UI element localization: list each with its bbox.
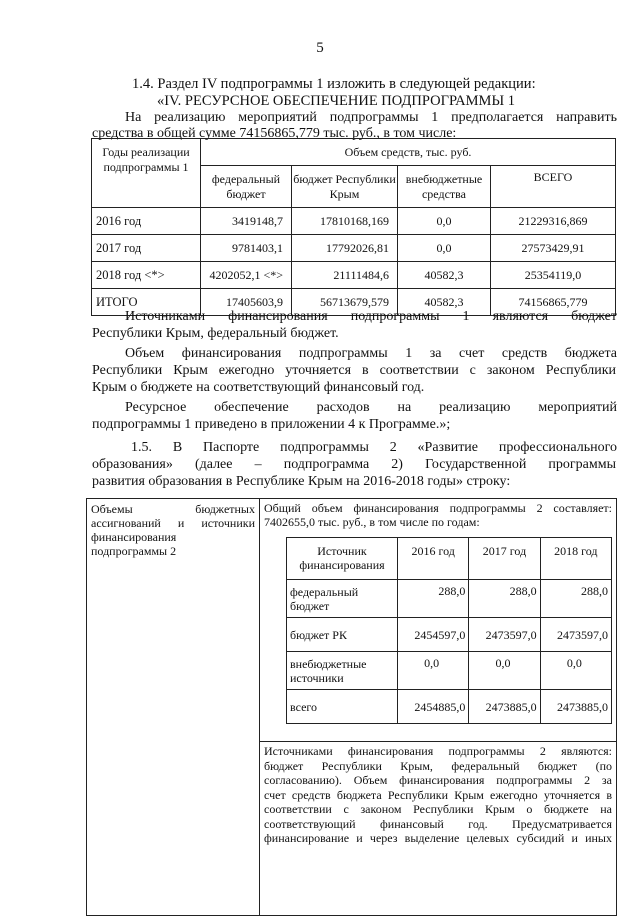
cell-value: 0,0 (398, 235, 491, 262)
passport-row-table (86, 498, 617, 916)
para-volume-line-1: Объем финансирования подпрограммы 1 за счет средств бюджета (125, 346, 617, 361)
inner-header-2016: 2016 год (398, 538, 469, 580)
sources-line: согласованию). Объем финансирования подпрограммы 2 за (264, 773, 612, 788)
sources-line: бюджет Республики Крым, федеральный бюджет (по (264, 758, 612, 773)
table-row (287, 580, 612, 618)
sub-header-total: ВСЕГО (491, 166, 616, 208)
section-1-5-line-2: образования» (далее – подпрограмма 2) Государственной программы (92, 457, 616, 472)
row-label: 2018 год <*> (92, 262, 201, 289)
cell-value: 40582,3 (398, 262, 491, 289)
passport-funding-cell (260, 499, 617, 742)
row-label: ИТОГО (92, 289, 201, 316)
row-label: 2017 год (92, 235, 201, 262)
cell-value: 2473885,0 (540, 690, 611, 724)
para-resources-line-1: Ресурсное обеспечение расходов на реализацию мероприятий (125, 400, 617, 415)
cell-value: 40582,3 (398, 289, 491, 316)
sources-line: соответствующий финансовый год. Предусматривается (264, 816, 612, 831)
section-1-5-line-3: развития образования в Республике Крым на 2016-2018 годы» строку: (92, 474, 511, 489)
row-label: внебюджетные источники (287, 652, 398, 690)
sub-header-crimea: бюджет Республики Крым (292, 166, 398, 208)
table-row (92, 262, 616, 289)
cell-value: 17792026,81 (292, 235, 398, 262)
table-row (287, 690, 612, 724)
cell-value: 288,0 (469, 580, 540, 618)
sources-line: финансирование и через выделение целевых субсидий и иных (264, 831, 612, 846)
funding-table-1 (91, 138, 616, 316)
left-cell-line: финансирования (91, 530, 177, 544)
inner-header-2017: 2017 год (469, 538, 540, 580)
passport-sources-cell (260, 742, 617, 916)
intro-line-2: средства в общей сумме 74156865,779 тыс. руб., в том числе: (92, 126, 457, 141)
col-volume-header: Объем средств, тыс. руб. (201, 139, 616, 166)
col-years-header: Годы реализации подпрограммы 1 (92, 139, 201, 208)
para-volume-line-3: Крым о бюджете на соответствующий финансовый год. (92, 380, 425, 395)
cell-value: 21229316,869 (491, 208, 616, 235)
cell-value: 2473885,0 (469, 690, 540, 724)
sources-line: счет средств бюджета Республики Крым ежегодно уточняется в (264, 787, 612, 802)
cell-value: 0,0 (540, 652, 611, 690)
table-row (287, 618, 612, 652)
cell-value: 17405603,9 (201, 289, 292, 316)
cell-value: 0,0 (398, 652, 469, 690)
cell-value: 2473597,0 (469, 618, 540, 652)
total-funding-line: Общий объем финансирования подпрограммы 2 составляет: (264, 501, 612, 515)
left-cell-line: подпрограммы 2 (91, 544, 177, 558)
para-volume-line-2: Республики Крым ежегодно уточняется в соответствии с законом Республики (92, 363, 616, 378)
row-label: бюджет РК (287, 618, 398, 652)
row-label: 2016 год (92, 208, 201, 235)
sub-header-federal: федеральный бюджет (201, 166, 292, 208)
cell-value: 2454597,0 (398, 618, 469, 652)
sources-line: соответствии с законом Республики Крым о бюджете на (264, 802, 612, 817)
cell-value: 2473597,0 (540, 618, 611, 652)
cell-value: 17810168,169 (292, 208, 398, 235)
table-row (287, 652, 612, 690)
cell-value: 288,0 (540, 580, 611, 618)
section-1-5-line-1: 1.5. В Паспорте подпрограммы 2 «Развитие профессионального (131, 440, 617, 455)
cell-value: 21111484,6 (292, 262, 398, 289)
cell-value: 56713679,579 (292, 289, 398, 316)
inner-header-2018: 2018 год (540, 538, 611, 580)
funding-by-year-table (286, 537, 612, 724)
cell-value: 74156865,779 (491, 289, 616, 316)
para-resources-line-2: подпрограммы 1 приведено в приложении 4 к Программе.»; (92, 417, 451, 432)
cell-value: 2454885,0 (398, 690, 469, 724)
section-1-4-heading: 1.4. Раздел IV подпрограммы 1 изложить в следующей редакции: (132, 76, 536, 92)
cell-value: 4202052,1 <*> (201, 262, 292, 289)
sources-line: Источниками финансирования подпрограммы 2 являются: (264, 744, 612, 759)
cell-value: 0,0 (398, 208, 491, 235)
cell-value: 25354119,0 (491, 262, 616, 289)
passport-left-cell (87, 499, 260, 916)
cell-value: 9781403,1 (201, 235, 292, 262)
intro-line-1: На реализацию мероприятий подпрограммы 1 предполагается направить (125, 110, 617, 125)
cell-value: 288,0 (398, 580, 469, 618)
para-sources-line-1: Источниками финансирования подпрограммы 1 являются бюджет (125, 309, 617, 324)
sub-header-extrabudget: внебюджетные средства (398, 166, 491, 208)
section-iv-title: «IV. РЕСУРСНОЕ ОБЕСПЕЧЕНИЕ ПОДПРОГРАММЫ 1 (157, 93, 515, 109)
left-cell-line: Объемы бюджетных (91, 502, 255, 516)
inner-header-source: Источник финансирования (287, 538, 398, 580)
page-number: 5 (316, 40, 324, 56)
table-row (92, 208, 616, 235)
para-sources-line-2: Республики Крым, федеральный бюджет. (92, 326, 339, 341)
row-label: всего (287, 690, 398, 724)
cell-value: 0,0 (469, 652, 540, 690)
cell-value: 3419148,7 (201, 208, 292, 235)
cell-value: 27573429,91 (491, 235, 616, 262)
left-cell-line: ассигнований и источники (91, 516, 255, 530)
row-label: федеральный бюджет (287, 580, 398, 618)
total-funding-line: 7402655,0 тыс. руб., в том числе по годам: (264, 515, 480, 529)
table-row (92, 235, 616, 262)
